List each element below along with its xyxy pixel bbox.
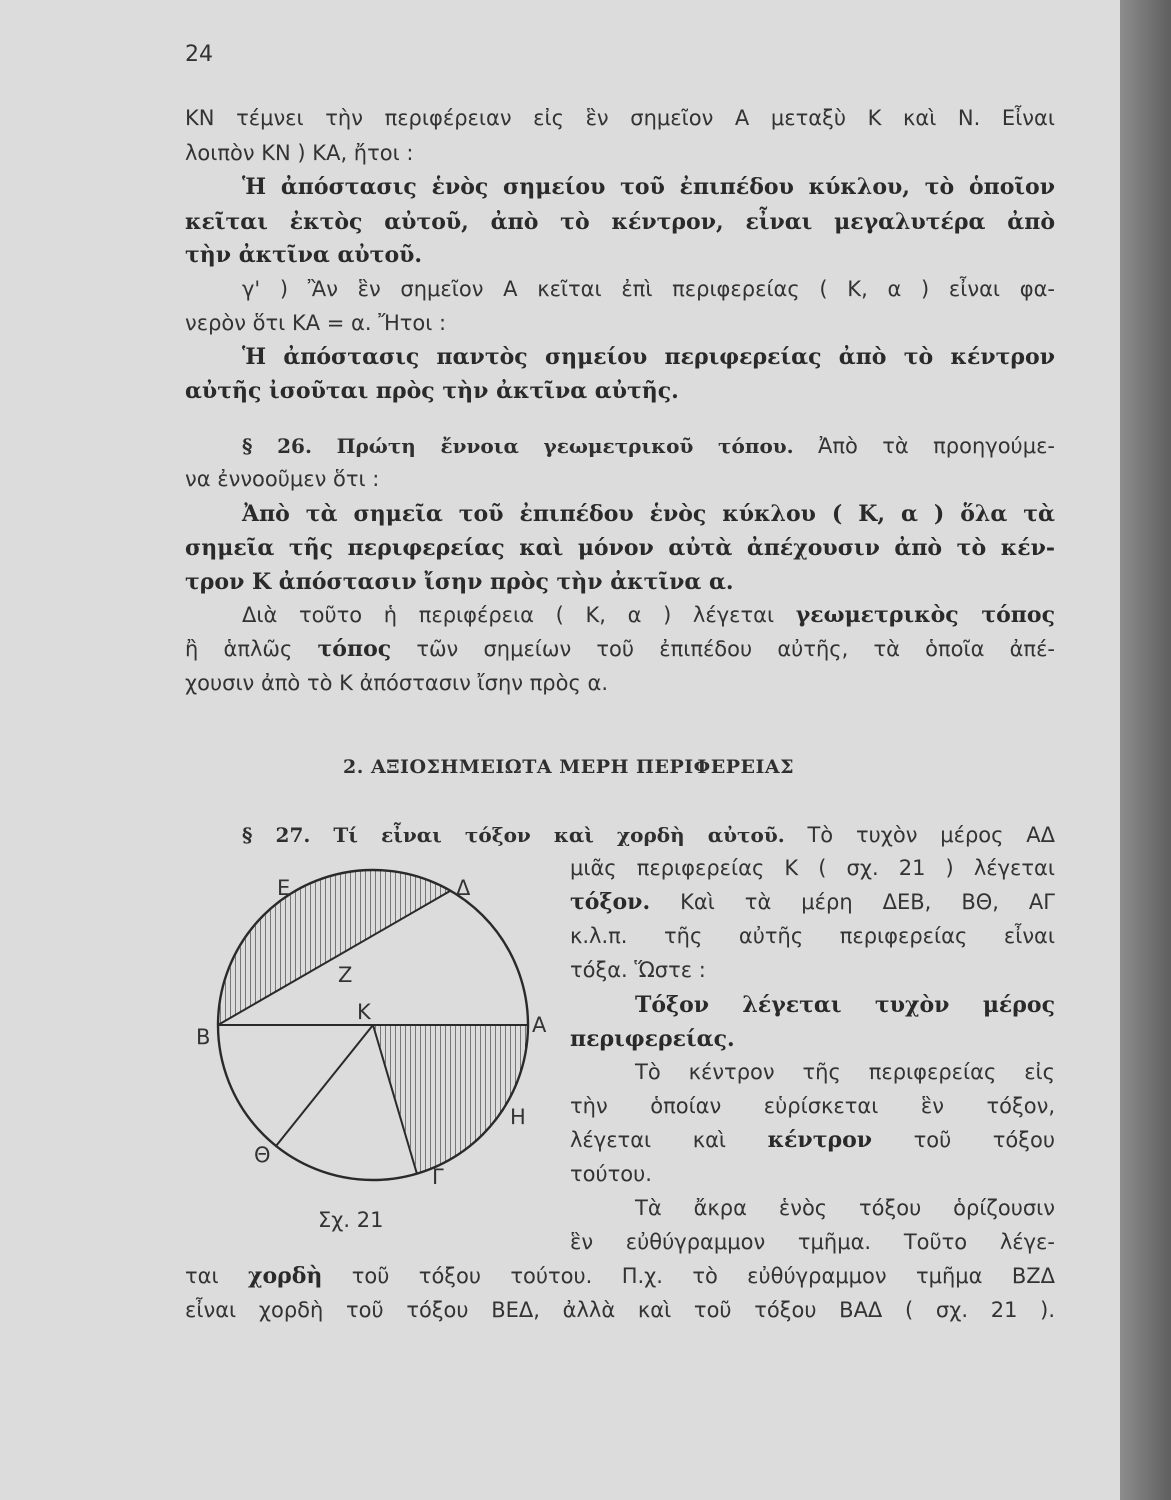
- label-K: Κ: [357, 1000, 371, 1024]
- rule-line: περιφερείας.: [570, 1026, 735, 1052]
- rule-line: τρον Κ ἀπόστασιν ἴσην πρὸς τὴν ἀκτῖνα α.: [185, 569, 734, 595]
- rule-line: Ἡ ἀπόστασις παντὸς σημείου περιφερείας ἀπὸ τὸ κέντρον: [242, 344, 1055, 370]
- text-line: [242, 600, 1055, 630]
- page-edge: [1120, 0, 1171, 1500]
- text-line: γ' ) Ἂν ἓν σημεῖον Α κεῖται ἐπὶ περιφερείας ( Κ, α ) εἶναι φα-: [242, 277, 1055, 301]
- rule-line: Ἀπὸ τὰ σημεῖα τοῦ ἐπιπέδου ἑνὸς κύκλου ( Κ, α ) ὅλα τὰ: [242, 501, 1055, 527]
- term-center: κέντρον: [767, 1127, 873, 1153]
- text-run: ται: [185, 1264, 248, 1288]
- label-H: Η: [510, 1105, 526, 1129]
- text-run: ἢ ἁπλῶς: [185, 637, 318, 661]
- text-line: [185, 1261, 1055, 1291]
- text-line: ΚΝ τέμνει τὴν περιφέρειαν εἰς ἓν σημεῖον Α μεταξὺ Κ καὶ Ν. Εἶναι: [185, 106, 1055, 130]
- text-line: νερὸν ὅτι ΚΑ = α. Ἤτοι :: [185, 311, 447, 335]
- text-line: [185, 634, 1055, 664]
- label-TH: Θ: [254, 1143, 271, 1167]
- rule-line: Τόξον λέγεται τυχὸν μέρος: [635, 992, 1055, 1018]
- term-geometric-locus: γεωμετρικὸς τόπος: [795, 602, 1055, 628]
- text-line: τούτου.: [570, 1162, 652, 1186]
- sec26-heading-line: [242, 431, 1055, 461]
- label-A: Α: [532, 1013, 547, 1037]
- text-line: κ.λ.π. τῆς αὐτῆς περιφερείας εἶναι: [570, 924, 1055, 948]
- section-title: 2. ΑΞΙΟΣΗΜΕΙΩΤΑ ΜΕΡΗ ΠΕΡΙΦΕΡΕΙΑΣ: [343, 756, 795, 778]
- label-Z: Ζ: [338, 963, 353, 987]
- page-number: 24: [185, 42, 213, 67]
- hatched-segment-bed: [218, 871, 450, 1025]
- figure-21-diagram: [180, 860, 550, 1190]
- text-line: λοιπὸν ΚΝ ) ΚΑ, ἤτοι :: [185, 141, 414, 165]
- term-arc: τόξον.: [570, 889, 651, 915]
- sec26-lead: Ἀπὸ τὰ προηγούμε-: [793, 434, 1055, 458]
- text-line: ἓν εὐθύγραμμον τμῆμα. Τοῦτο λέγε-: [570, 1230, 1055, 1254]
- text-line: [570, 1125, 1055, 1155]
- text-run: λέγεται καὶ: [570, 1128, 768, 1152]
- text-line: [570, 887, 1055, 917]
- text-line: μιᾶς περιφερείας Κ ( σχ. 21 ) λέγεται: [570, 856, 1055, 880]
- label-G: Γ: [432, 1165, 444, 1189]
- rule-line: κεῖται ἐκτὸς αὐτοῦ, ἀπὸ τὸ κέντρον, εἶναι μεγαλυτέρα ἀπὸ: [185, 209, 1055, 235]
- text-run: τοῦ τόξου τούτου. Π.χ. τὸ εὐθύγραμμον τμῆμα ΒΖΔ: [322, 1264, 1055, 1288]
- radius-kth: [276, 1025, 373, 1146]
- text-run: Διὰ τοῦτο ἡ περιφέρεια ( Κ, α ) λέγεται: [242, 603, 796, 627]
- sec27-lead: Τὸ τυχὸν μέρος ΑΔ: [784, 823, 1055, 847]
- figure-caption: Σχ. 21: [318, 1208, 384, 1232]
- text-line: εἶναι χορδὴ τοῦ τόξου ΒΕΔ, ἀλλὰ καὶ τοῦ τόξου ΒΑΔ ( σχ. 21 ).: [185, 1298, 1055, 1322]
- text-run: τοῦ τόξου: [872, 1128, 1055, 1152]
- rule-line: σημεῖα τῆς περιφερείας καὶ μόνον αὐτὰ ἀπέχουσιν ἀπὸ τὸ κέν-: [185, 535, 1055, 561]
- rule-line: αὐτῆς ἰσοῦται πρὸς τὴν ἀκτῖνα αὐτῆς.: [185, 378, 679, 404]
- label-D: Δ: [456, 876, 471, 900]
- sec27-heading-line: [242, 820, 1055, 850]
- text-line: να ἐννοοῦμεν ὅτι :: [185, 467, 380, 491]
- text-line: χουσιν ἀπὸ τὸ Κ ἀπόστασιν ἴσην πρὸς α.: [185, 671, 608, 695]
- rule-line: Ἡ ἀπόστασις ἑνὸς σημείου τοῦ ἐπιπέδου κύκλου, τὸ ὁποῖον: [242, 174, 1055, 200]
- term-chord: χορδὴ: [247, 1263, 323, 1289]
- text-line: Τὰ ἄκρα ἑνὸς τόξου ὁρίζουσιν: [635, 1196, 1055, 1220]
- hatched-sector-kag: [373, 1025, 528, 1174]
- rule-line: τὴν ἀκτῖνα αὐτοῦ.: [185, 242, 423, 268]
- text-run: τῶν σημείων τοῦ ἐπιπέδου αὐτῆς, τὰ ὁποῖα ἀπέ-: [391, 637, 1056, 661]
- sec26-heading: § 26. Πρώτη ἔννοια γεωμετρικοῦ τόπου.: [242, 434, 794, 458]
- term-locus: τόπος: [317, 636, 392, 662]
- text-line: τὴν ὁποίαν εὑρίσκεται ἓν τόξον,: [570, 1094, 1055, 1118]
- label-B: Β: [196, 1025, 211, 1049]
- text-line: τόξα. Ὥστε :: [570, 958, 706, 982]
- text-run: Καὶ τὰ μέρη ΔΕΒ, ΒΘ, ΑΓ: [650, 890, 1055, 914]
- label-E: Ε: [277, 876, 291, 900]
- text-line: Τὸ κέντρον τῆς περιφερείας εἰς: [635, 1060, 1055, 1084]
- sec27-heading: § 27. Τί εἶναι τόξον καὶ χορδὴ αὐτοῦ.: [242, 823, 785, 847]
